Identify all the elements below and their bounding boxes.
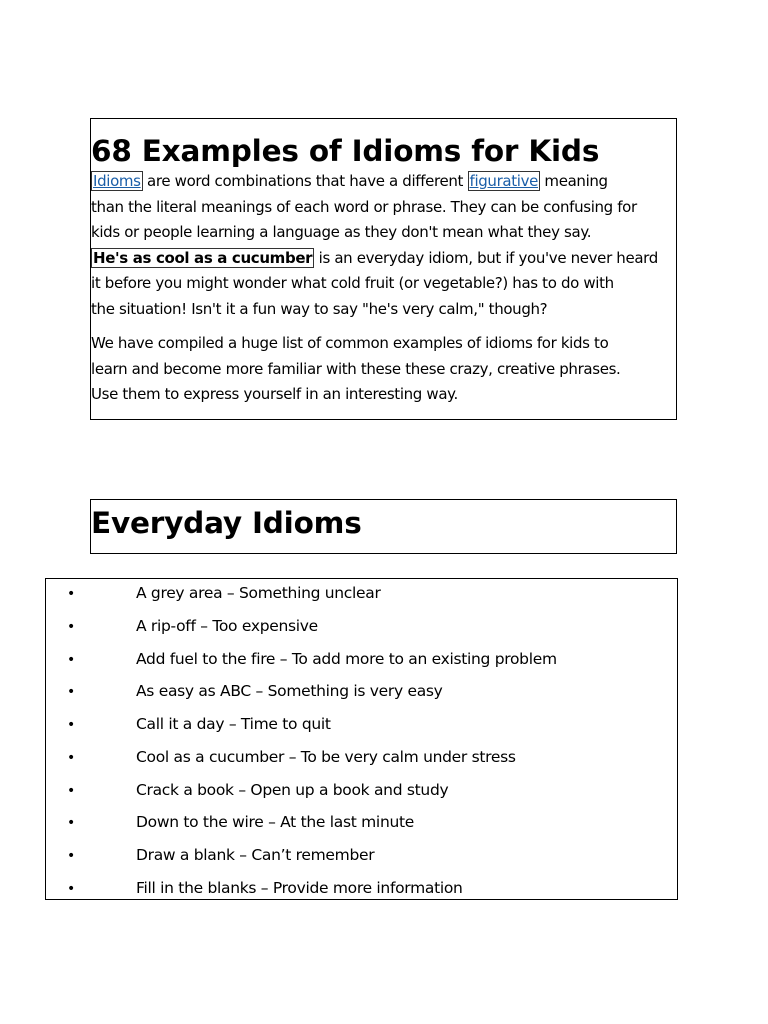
bullet-icon: • <box>67 783 75 799</box>
section-heading-box <box>90 499 677 554</box>
intro-line <box>91 169 676 195</box>
figurative-link[interactable]: figurative <box>469 172 539 190</box>
intro-line: kids or people learning a language as they don't mean what they say. <box>91 223 592 241</box>
intro-line: learn and become more familiar with these these crazy, creative phrases. <box>91 359 621 378</box>
bullet-icon: • <box>67 619 75 635</box>
list-item <box>46 843 676 876</box>
list-item <box>46 745 676 778</box>
bullet-icon: • <box>67 684 75 700</box>
list-item <box>46 778 676 811</box>
bullet-icon: • <box>67 586 75 602</box>
list-item <box>46 647 676 680</box>
list-item <box>46 679 676 712</box>
idiom-text: Down to the wire – At the last minute <box>136 813 415 831</box>
list-item <box>46 581 676 614</box>
bullet-icon: • <box>67 750 75 766</box>
bullet-icon: • <box>67 815 75 831</box>
idiom-text: Call it a day – Time to quit <box>136 715 331 733</box>
intro-text: are word combinations that have a different <box>142 172 468 190</box>
section-title: Everyday Idioms <box>91 506 362 540</box>
intro-line: Use them to express yourself in an interesting way. <box>91 385 458 403</box>
bullet-icon: • <box>67 848 75 864</box>
intro-paragraph-2 <box>91 331 676 408</box>
example-idiom-highlight: He's as cool as a cucumber <box>93 248 313 267</box>
list-item <box>46 876 676 900</box>
list-item <box>46 614 676 647</box>
idiom-text: Cool as a cucumber – To be very calm under stress <box>136 748 516 766</box>
idiom-text: As easy as ABC – Something is very easy <box>136 682 443 700</box>
idiom-text: Add fuel to the fire – To add more to an existing problem <box>136 650 557 668</box>
idiom-text: A rip-off – Too expensive <box>136 617 318 635</box>
intro-line: than the literal meanings of each word or phrase. They can be confusing for <box>91 197 637 216</box>
page-title: 68 Examples of Idioms for Kids <box>91 134 600 168</box>
intro-line: the situation! Isn't it a fun way to say "he's very calm," though? <box>91 299 548 318</box>
idiom-text: Draw a blank – Can’t remember <box>136 846 375 864</box>
list-item <box>46 712 676 745</box>
intro-section <box>90 118 677 420</box>
intro-line: it before you might wonder what cold fruit (or vegetable?) has to do with <box>91 274 614 292</box>
list-item <box>46 810 676 843</box>
idiom-text: Crack a book – Open up a book and study <box>136 781 449 799</box>
intro-line <box>91 246 676 272</box>
bullet-icon: • <box>67 717 75 733</box>
idiom-list-box <box>45 578 678 900</box>
bullet-icon: • <box>67 652 75 668</box>
idioms-link[interactable]: Idioms <box>93 172 141 190</box>
intro-text: is an everyday idiom, but if you've never heard <box>314 248 658 267</box>
intro-paragraph <box>91 169 676 322</box>
idiom-text: Fill in the blanks – Provide more information <box>136 879 463 897</box>
bullet-icon: • <box>67 881 75 897</box>
intro-text: meaning <box>540 172 608 190</box>
idiom-text: A grey area – Something unclear <box>136 584 381 602</box>
intro-line: We have compiled a huge list of common examples of idioms for kids to <box>91 334 609 352</box>
